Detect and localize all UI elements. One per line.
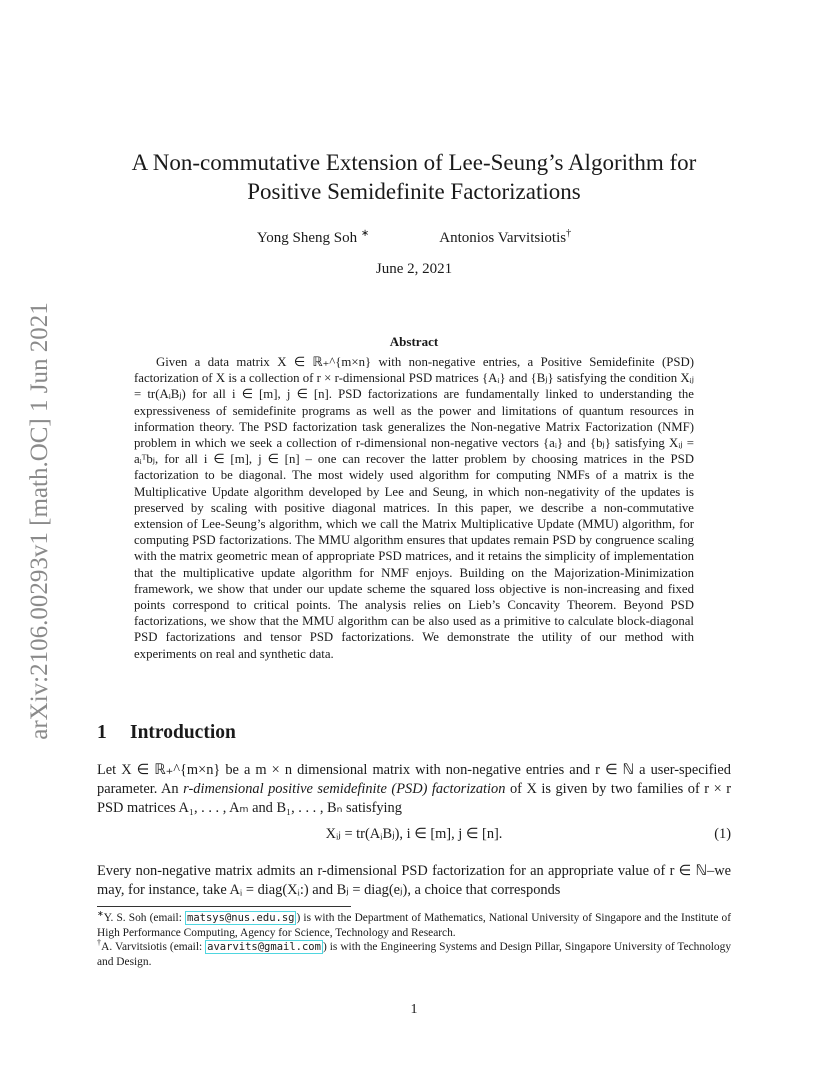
footnote-2 [97, 940, 731, 969]
arxiv-identifier [20, 280, 60, 762]
footnote-text: ) is with the Department of Mathematics, National University of Singapore and the Institute of High Performance Computing, Agency for Science, Technology and Research. [97, 912, 731, 939]
intro-paragraph-2: Every non-negative matrix admits an r-dimensional PSD factorization for an appropriate value of r ∈ ℕ–we may, for instance, take Aᵢ = diag(Xᵢ:) and Bⱼ = diag(eⱼ), a choice that corresponds [97, 863, 731, 898]
title-line-2: Positive Semidefinite Factorizations [247, 179, 581, 204]
author-footnote-mark[interactable]: † [566, 228, 572, 239]
section-title: Introduction [130, 722, 236, 743]
abstract-heading: Abstract [389, 334, 439, 349]
author-name: Yong Sheng Soh [256, 230, 358, 246]
equation-1 [97, 826, 731, 848]
equation-body: Xᵢⱼ = tr(AᵢBⱼ), i ∈ [m], j ∈ [n]. [325, 826, 503, 842]
footnote-text: ) is with the Engineering Systems and Design Pillar, Singapore University of Technology and Design. [97, 941, 732, 968]
title-line-1: A Non-commutative Extension of Lee-Seung’s Algorithm for [131, 150, 697, 175]
page-number: 1 [410, 1002, 418, 1017]
email-link[interactable]: matsys@nus.edu.sg [187, 912, 295, 924]
section-heading [97, 722, 236, 744]
section-number: 1 [97, 722, 107, 743]
footnote-mark: ∗ [97, 909, 104, 919]
equation-number: (1) [714, 826, 731, 842]
intro-text-a: Let X ∈ ℝ₊^{m×n} be a m × n dimensional matrix with non-negative entries and r ∈ ℕ a user-specified parameter. An [97, 762, 731, 797]
author-2 [439, 228, 571, 247]
author-name: Antonios Varvitsiotis [439, 230, 567, 246]
footnote-text: A. Varvitsiotis (email: [101, 941, 206, 953]
author-1 [257, 228, 369, 247]
intro-paragraph-1 [97, 761, 731, 818]
paper-title [90, 148, 738, 206]
footnote-rule [97, 906, 351, 907]
intro-text-b: of X is given by two families of r × r PSD matrices A₁, . . . , Aₘ and B₁, . . . , Bₙ satisfying [97, 781, 732, 816]
email-link[interactable]: avarvits@gmail.com [207, 941, 321, 953]
footnote-mark: † [97, 938, 102, 948]
intro-emphasis: r-dimensional positive semidefinite (PSD) factorization [183, 781, 506, 797]
footnote-1 [97, 911, 731, 940]
footnote-text: Y. S. Soh (email: [103, 912, 186, 924]
arxiv-identifier-text: arXiv:2106.00293v1 [math.OC] 1 Jun 2021 [26, 302, 53, 740]
abstract-body: Given a data matrix X ∈ ℝ₊^{m×n} with non-negative entries, a Positive Semidefinite (PSD) factorization of X is a collection of r × r-dimensional PSD matrices {Aᵢ} and {Bⱼ} satisfying the condition Xᵢⱼ = tr(AᵢBⱼ) for all i ∈ [m], j ∈ [n]. PSD factorizations are fundamentally linked to understanding the expressiveness of semidefinite programs as well as the power and limitations of quantum resources in information theory. The PSD factorization task generalizes the Non-negative Matrix Factorization (NMF) problem in which we seek a collection of r-dimensional non-negative vectors {aᵢ} and {bⱼ} satisfying Xᵢⱼ = aᵢᵀbⱼ, for all i ∈ [m], j ∈ [n] – one can recover the latter problem by choosing matrices in the PSD factorization to be diagonal. The most widely used algorithm for computing NMFs of a matrix is the Multiplicative Update algorithm developed by Lee and Seung, in which non-negativity of the updates is preserved by scaling with positive diagonal matrices. In this paper, we describe a non-commutative extension of Lee-Seung’s algorithm, which we call the Matrix Multiplicative Update (MMU) algorithm, for computing PSD factorizations. The MMU algorithm ensures that updates remain PSD by congruence scaling with the matrix geometric mean of appropriate PSD matrices, and it retains the simplicity of implementation that the multiplicative update algorithm for NMF enjoys. Building on the Majorization-Minimization framework, we show that under our update scheme the squared loss objective is non-increasing and fixed points correspond to critical points. The analysis relies on Lieb’s Concavity Theorem. Beyond PSD factorizations, we show that the MMU algorithm can be also used as a primitive to calculate block-diagonal PSD factorizations and tensor PSD factorizations. We demonstrate the utility of our method with experiments on real and synthetic data. [134, 355, 694, 661]
author-footnote-mark[interactable]: ∗ [360, 228, 370, 239]
paper-date: June 2, 2021 [375, 261, 453, 277]
author-list [160, 228, 668, 247]
